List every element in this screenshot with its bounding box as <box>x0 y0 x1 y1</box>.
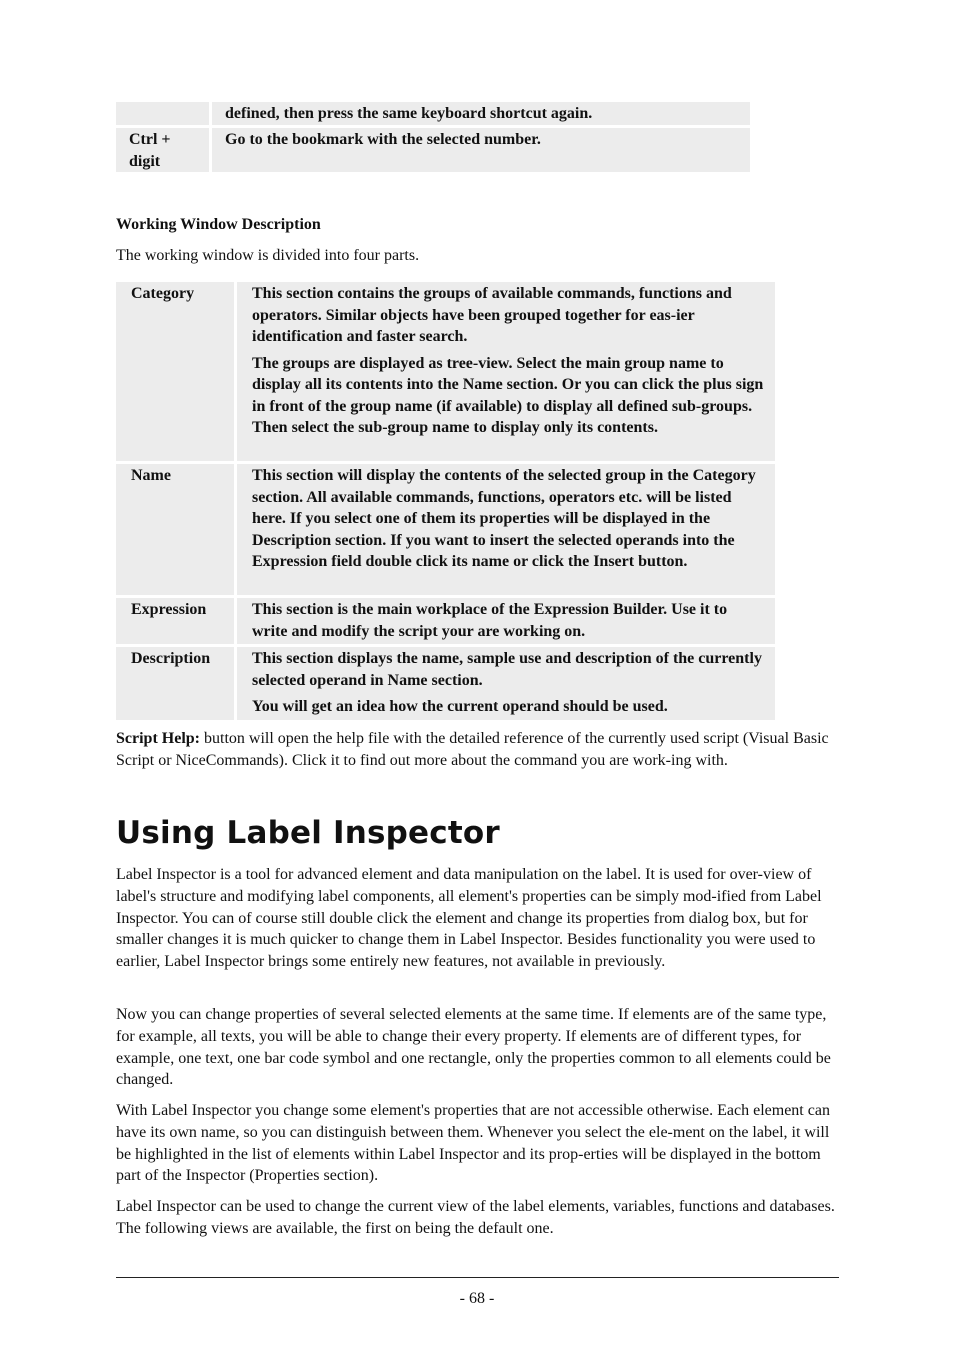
table-row <box>116 282 775 461</box>
part-name: Description <box>116 647 234 720</box>
description-paragraph: You will get an idea how the current operand should be used. <box>252 698 668 715</box>
shortcut-key <box>116 128 209 172</box>
part-name: Category <box>116 282 234 461</box>
part-description <box>237 464 775 595</box>
script-help-text: button will open the help file with the detailed reference of the currently used script (Visual Basic Script or NiceCommands). Click it to find out more about the command you are work-ing with. <box>116 730 829 769</box>
shortcut-description: defined, then press the same keyboard shortcut again. <box>212 102 750 125</box>
shortcut-key-text: Ctrl + digit <box>129 131 171 170</box>
table-row <box>116 598 775 644</box>
shortcut-key <box>116 102 209 125</box>
section-heading: Working Window Description <box>116 216 321 233</box>
table-row <box>116 102 750 125</box>
part-description <box>237 647 775 720</box>
description-paragraph: The groups are displayed as tree-view. Select the main group name to display all its contents into the Name section. Or you can click the plus sign in front of the group name (if available) to display all defined sub-groups. Then select the sub-group name to display only its contents. <box>252 354 764 436</box>
part-name: Expression <box>116 598 234 644</box>
footer-divider <box>116 1277 839 1278</box>
description-paragraph: This section is the main workplace of the Expression Builder. Use it to write and modify the script your are working on. <box>252 601 728 640</box>
table-row <box>116 464 775 595</box>
shortcut-table <box>113 99 753 175</box>
table-row <box>116 128 750 172</box>
page-title: Using Label Inspector <box>116 815 500 851</box>
description-paragraph: This section displays the name, sample use and description of the currently selected operand in Name section. <box>252 650 762 689</box>
description-paragraph: This section contains the groups of available commands, functions and operators. Similar objects have been grouped together for eas-ier identification and faster search. <box>252 285 732 345</box>
part-description <box>237 598 775 644</box>
description-paragraph: This section will display the contents of the selected group in the Category section. All available commands, functions, operators etc. will be listed here. If you select one of them its properties will be displayed in the Description section. If you want to insert the selected operands into the Expression field double click its name or click the Insert button. <box>252 467 756 570</box>
part-name: Name <box>116 464 234 595</box>
page-number: - 68 - <box>459 1290 495 1307</box>
body-paragraph: Now you can change properties of several selected elements at the same time. If elements are of the same type, for example, all texts, you will be able to change their every property. If elements are of different types, for example, one text, one bar code symbol and one rectangle, only the properties common to all elements could be changed. <box>116 1006 831 1089</box>
body-paragraph: Label Inspector can be used to change the current view of the label elements, variables, functions and databases. The following views are available, the first on being the default one. <box>116 1198 835 1237</box>
shortcut-description: Go to the bookmark with the selected number. <box>212 128 750 172</box>
intro-text: The working window is divided into four parts. <box>116 247 420 264</box>
body-paragraph: Label Inspector is a tool for advanced element and data manipulation on the label. It is used for over-view of label's structure and modifying label components, all element's properties can be simply mod-ified from Label Inspector. You can of course still double click the element and change its properties from dialog box, but for smaller changes it is much quicker to change them in Label Inspector. Besides functionality you were used to earlier, Label Inspector brings some entirely new features, not available in previously. <box>116 866 822 971</box>
script-help-paragraph <box>116 728 846 772</box>
script-help-label: Script Help: <box>116 730 200 747</box>
body-paragraph: With Label Inspector you change some element's properties that are not accessible otherwise. Each element can have its own name, so you can distinguish between them. Whenever you select the ele-ment on the label, it will be highlighted in the list of elements within Label Inspector and its prop-erties will be displayed in the bottom part of the Inspector (Properties section). <box>116 1102 830 1185</box>
part-description <box>237 282 775 461</box>
table-row <box>116 647 775 720</box>
working-window-table <box>113 279 778 723</box>
